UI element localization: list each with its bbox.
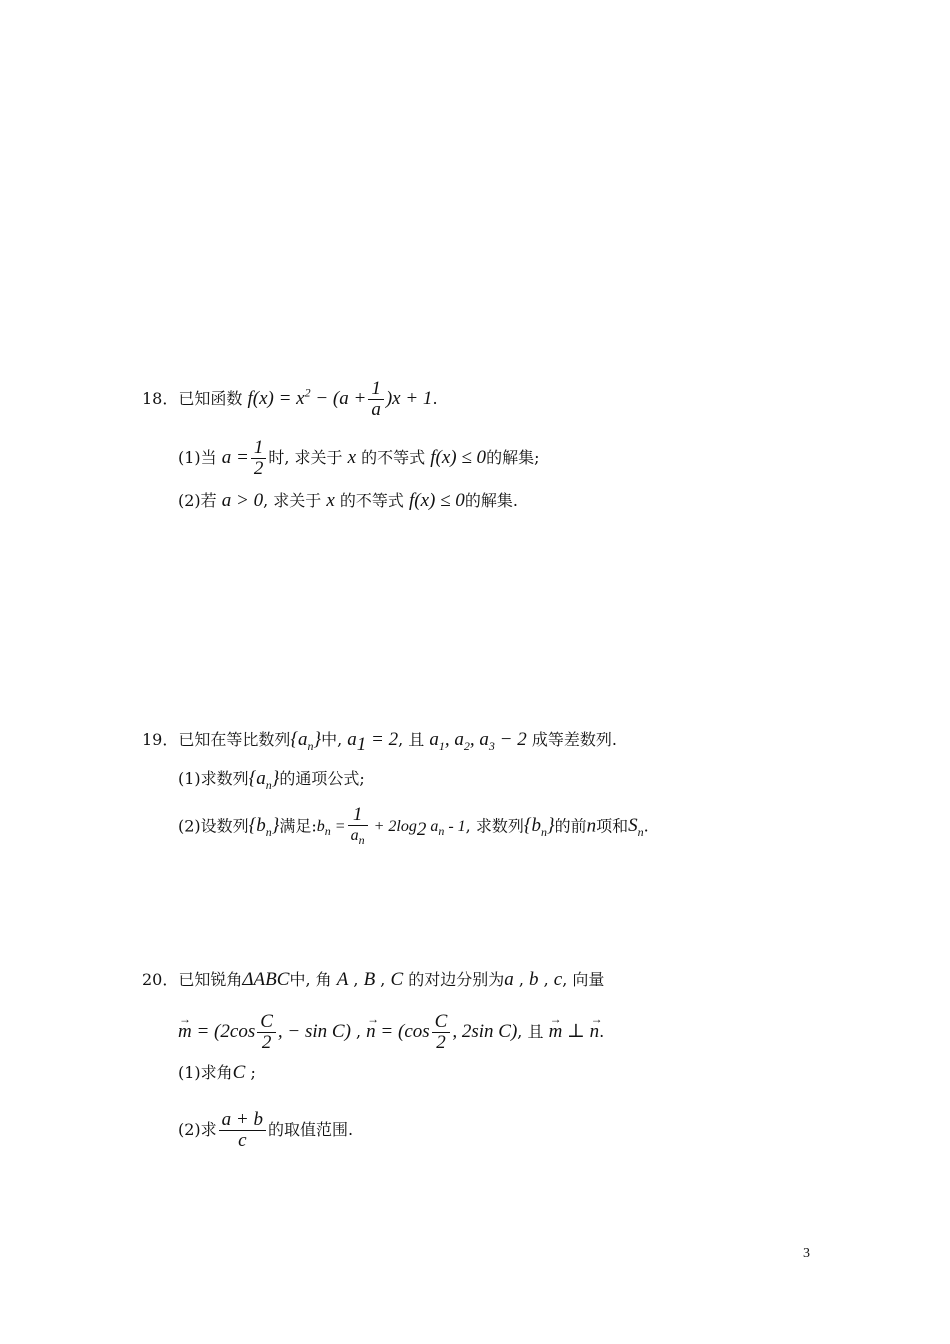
q20-part2: (2)求 $\frac{a + b}{c}$ 的取值范围. [178,1109,354,1151]
math-a-value: a = $\frac{1}{2}$ [222,447,269,468]
math-an: $\{a_n\}$ [248,768,280,792]
math-a1: $a_1 = 2$ [347,729,399,755]
math-x: x [347,446,357,468]
math-ratio: $\frac{a + b}{c}$ [217,1119,268,1140]
math-x: x [326,490,335,511]
math-n: n [586,815,597,837]
math-vector-m: → m = (2cos $\frac{C}{2}$ , − sin C) [178,1021,351,1042]
math-inequality: f(x) ≤ 0 [409,490,465,511]
question-number: 19． [142,730,179,749]
math-function-def: $f(x) = x^2 - (a$ + $\frac{1}{a}$ )x + 1 [247,378,433,420]
q20-part1: (1)求角C ; [178,1062,256,1083]
q18-part2: (2)若 a > 0, 求关于 x 的不等式 f(x) ≤ 0的解集. [178,490,518,511]
math-condition: a > 0 [221,490,264,511]
math-bn: $\{b_n\}$ [248,815,280,840]
q19-stem: 19．已知在等比数列$\{a_n\}$中, $a_1 = 2$, 且 $a_1$, $a_2$, $a_3 - 2$ 成等差数列. [142,729,617,755]
q20-vectors: → m = (2cos $\frac{C}{2}$ , − sin C) , → n = (cos $\frac{C}{2}$ , 2sin C), 且 → m ⊥ → n. [178,1012,604,1053]
math-terms: $a_1$, $a_2$, $a_3 - 2$ [429,729,527,753]
math-bn-formula: $b_n$ = $\frac{1}{a_n}$ + $2\log_2$ $a_n - 1$ [316,804,466,848]
math-an: $\{a_n\}$ [290,729,322,753]
q18-stem: 18．已知函数 $f(x) = x^2 - (a$ + $\frac{1}{a}$ )x + 1. [142,378,438,420]
q20-stem: 20．已知锐角ΔABC中, 角 A , B , C 的对边分别为a , b , c, 向量 [142,969,605,990]
math-perpendicular: → m ⊥ → n [549,1021,600,1042]
math-Sn: $S_n$ [628,815,644,840]
q18-part1: (1)当 a = $\frac{1}{2}$ 时, 求关于 x 的不等式 f(x) ≤ 0的解集; [178,437,540,479]
question-number: 18． [142,388,179,408]
math-triangle: ΔABC [242,969,290,990]
question-number: 20． [142,970,179,989]
q19-part2: (2)设数列$\{b_n\}$满足$:b_n$ = $\frac{1}{a_n}$ + $2\log_2$ $a_n - 1$, 求数列$\{b_n\}$的前n项和$S_n$. [178,804,649,848]
math-bn: $\{b_n\}$ [523,815,555,840]
q19-part1: (1)求数列$\{a_n\}$的通项公式; [178,768,365,792]
math-vector-n: → n = (cos $\frac{C}{2}$ , 2sin C) [366,1021,517,1042]
page-number: 3 [803,1246,810,1261]
math-inequality: f(x) ≤ 0 [430,446,487,468]
